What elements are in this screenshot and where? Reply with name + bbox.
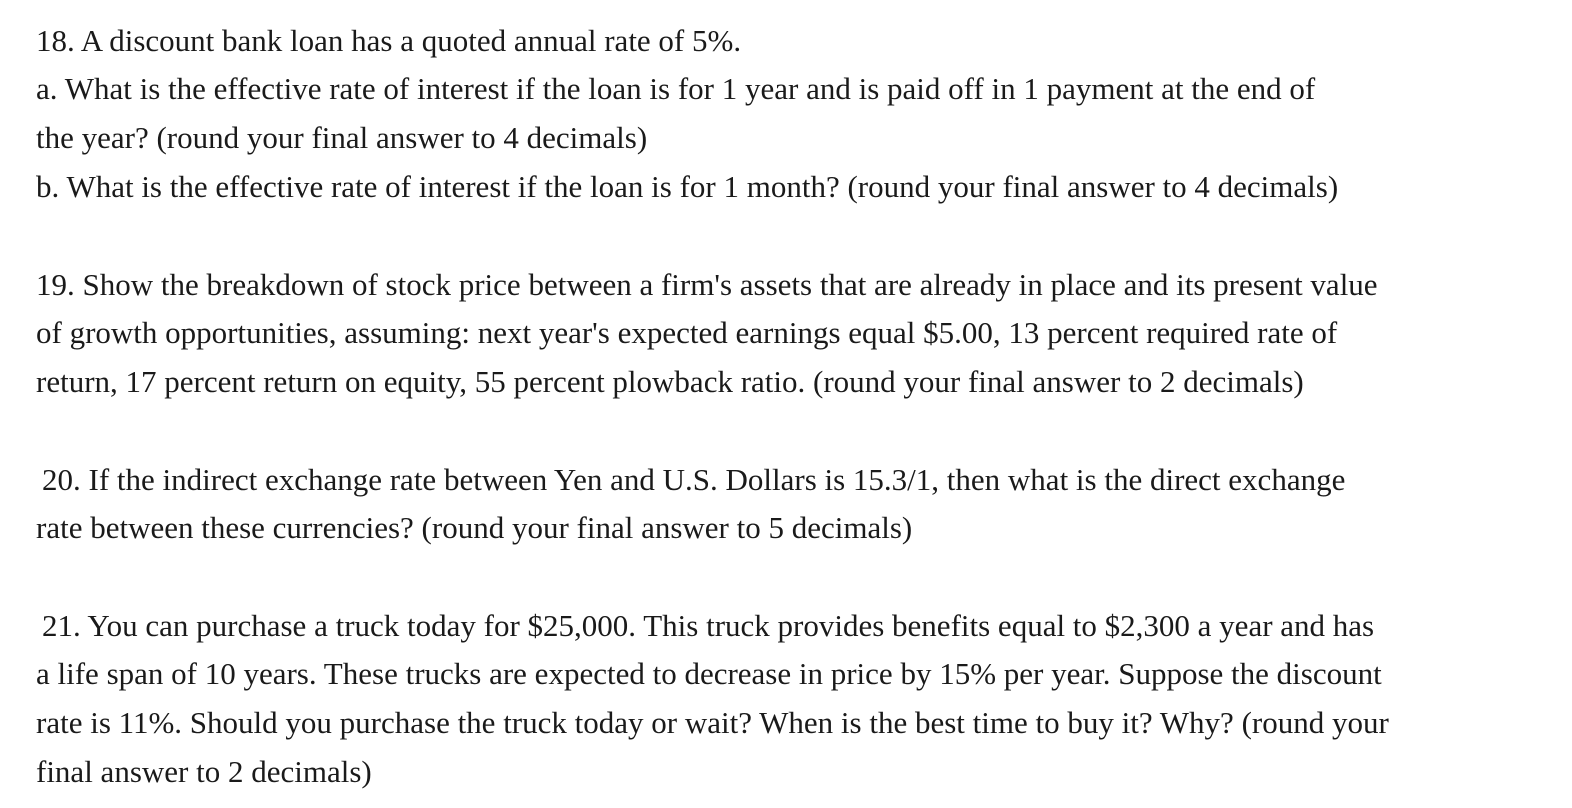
question-21-line-3: rate is 11%. Should you purchase the truck today or wait? When is the best time to buy it? Why? (round your xyxy=(36,705,1389,740)
question-18-part-a-line-1: a. What is the effective rate of interest if the loan is for 1 year and is paid off in 1 payment at the end of xyxy=(36,71,1316,106)
question-19-line-1: 19. Show the breakdown of stock price between a firm's assets that are already in place and its present value xyxy=(36,267,1378,302)
question-21-line-2: a life span of 10 years. These trucks are expected to decrease in price by 15% per year. Suppose the discount xyxy=(36,656,1382,691)
question-19-line-2: of growth opportunities, assuming: next year's expected earnings equal $5.00, 13 percent required rate of xyxy=(36,315,1338,350)
question-20-line-2: rate between these currencies? (round your final answer to 5 decimals) xyxy=(36,510,913,545)
question-18-part-b-line-1: b. What is the effective rate of interest if the loan is for 1 month? (round your final answer to 4 decimals) xyxy=(36,169,1339,204)
question-20-line-1: 20. If the indirect exchange rate between Yen and U.S. Dollars is 15.3/1, then what is the direct exchange xyxy=(42,462,1346,497)
question-18-part-a-line-2: the year? (round your final answer to 4 decimals) xyxy=(36,120,648,155)
question-19-line-3: return, 17 percent return on equity, 55 percent plowback ratio. (round your final answer to 2 decimals) xyxy=(36,364,1304,399)
question-18-line-1: 18. A discount bank loan has a quoted annual rate of 5%. xyxy=(36,23,742,58)
question-21-line-1: 21. You can purchase a truck today for $25,000. This truck provides benefits equal to $2,300 a year and has xyxy=(42,608,1375,643)
question-21-line-4: final answer to 2 decimals) xyxy=(36,754,372,789)
